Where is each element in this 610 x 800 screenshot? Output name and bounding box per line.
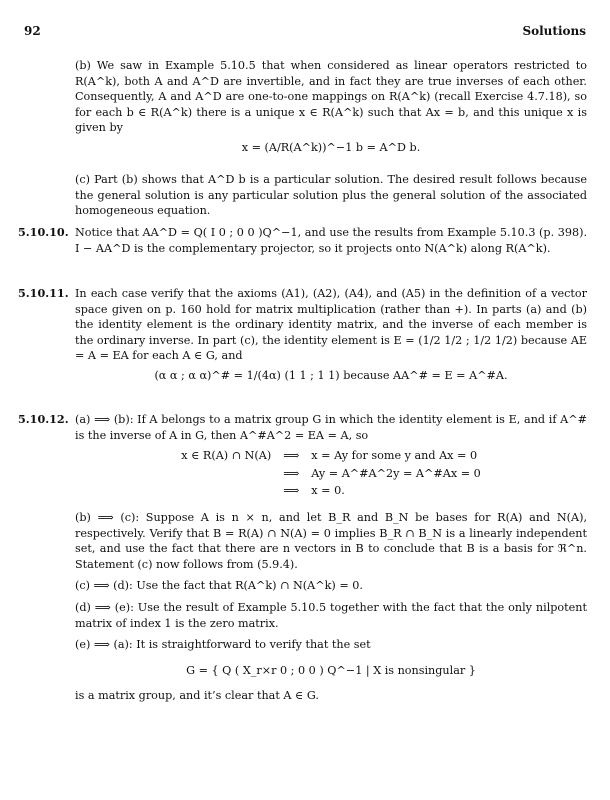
exercise-formula: (α α ; α α)^# = 1/(4α) (1 1 ; 1 1) because AA^# = E = A^#A. <box>154 368 508 382</box>
implication-chain <box>175 447 487 500</box>
part-b <box>75 58 587 160</box>
implication-left: x ∈ R(A) ∩ N(A) <box>181 449 272 463</box>
implication-arrow: ⟹ <box>283 466 300 480</box>
exercise-number: 5.10.12. <box>18 412 69 426</box>
implication-left <box>175 482 277 500</box>
implication-right: x = 0. <box>311 484 345 498</box>
part-d-to-e: (d) ⟹ (e): Use the result of Example 5.10.5 together with the fact that the only nilpotent matrix of index 1 is the zero matrix. <box>75 600 587 630</box>
part-c <box>75 172 587 219</box>
part-c-text: (c) Part (b) shows that A^D b is a particular solution. The desired result follows because the general solution is any particular solution plus the general solution of the associated homogeneous equation. <box>75 173 587 218</box>
part-b-formula: x = (A/R(A^k))^−1 b = A^D b. <box>241 140 421 154</box>
exercise-text: In each case verify that the axioms (A1), (A2), (A4), and (A5) in the definition of a vector space given on p. 160 hold for matrix multiplication (rather than +). In parts (a) and (b) the identity element is the ordinary identity matrix, and the inverse of each member is the ordinary inverse. In part (c), the identity element is E = (1/2 1/2 ; 1/2 1/2) because AE = A = EA for each A ∈ G, and <box>75 287 587 363</box>
exercise-text: Notice that AA^D = Q( I 0 ; 0 0 )Q^−1, and use the results from Example 5.10.3 (p. 398). I − AA^D is the complementary projector, so it projects onto N(A^k) along R(A^k). <box>75 226 587 255</box>
exercise-number: 5.10.11. <box>18 286 69 300</box>
part-c-to-d: (c) ⟹ (d): Use the fact that R(A^k) ∩ N(A^k) = 0. <box>75 579 363 593</box>
implication-line <box>175 482 487 500</box>
implication-arrow: ⟹ <box>283 449 300 463</box>
exercise-5-10-11 <box>18 286 587 388</box>
part-e-to-a: (e) ⟹ (a): It is straightforward to verify that the set <box>75 638 371 652</box>
exercise-5-10-10 <box>18 225 587 256</box>
implication-right: Ay = A^#A^2y = A^#Ax = 0 <box>311 466 481 480</box>
implication-arrow: ⟹ <box>283 484 300 498</box>
exercise-number: 5.10.10. <box>18 225 69 239</box>
part-b-to-c: (b) ⟹ (c): Suppose A is n × n, and let B_R and B_N be bases for R(A) and N(A), respectively. Verify that B = R(A) ∩ N(A) = 0 implies B_R ∩ B_N is a linearly independent set, and use the fact that there are n vectors in B to conclude that B is a basis for ℜ^n. Statement (c) now follows from (5.9.4). <box>75 510 587 571</box>
exercise-5-10-12 <box>18 412 587 704</box>
page-number: 92 <box>24 24 41 38</box>
implication-line <box>175 447 487 465</box>
exercise-intro: (a) ⟹ (b): If A belongs to a matrix group G in which the identity element is E, and if A^# is the inverse of A in G, then A^#A^2 = EA = A, so <box>75 413 587 442</box>
implication-left <box>175 465 277 483</box>
closing-text: is a matrix group, and it’s clear that A ∈ G. <box>75 689 319 703</box>
part-b-text: (b) We saw in Example 5.10.5 that when considered as linear operators restricted to R(A^k), both A and A^D are invertible, and in fact they are true inverses of each other. Consequently, A and A^D are one-to-one mappings on R(A^k) (recall Exercise 4.7.18), so for each b ∈ R(A^k) there is a unique x ∈ R(A^k) such that Ax = b, and this unique x is given by <box>75 59 587 135</box>
implication-line <box>175 465 487 483</box>
running-head: Solutions <box>522 24 586 38</box>
implication-right: x = Ay for some y and Ax = 0 <box>311 449 478 463</box>
set-formula: G = { Q ( X_r×r 0 ; 0 0 ) Q^−1 | X is nonsingular } <box>186 663 476 677</box>
